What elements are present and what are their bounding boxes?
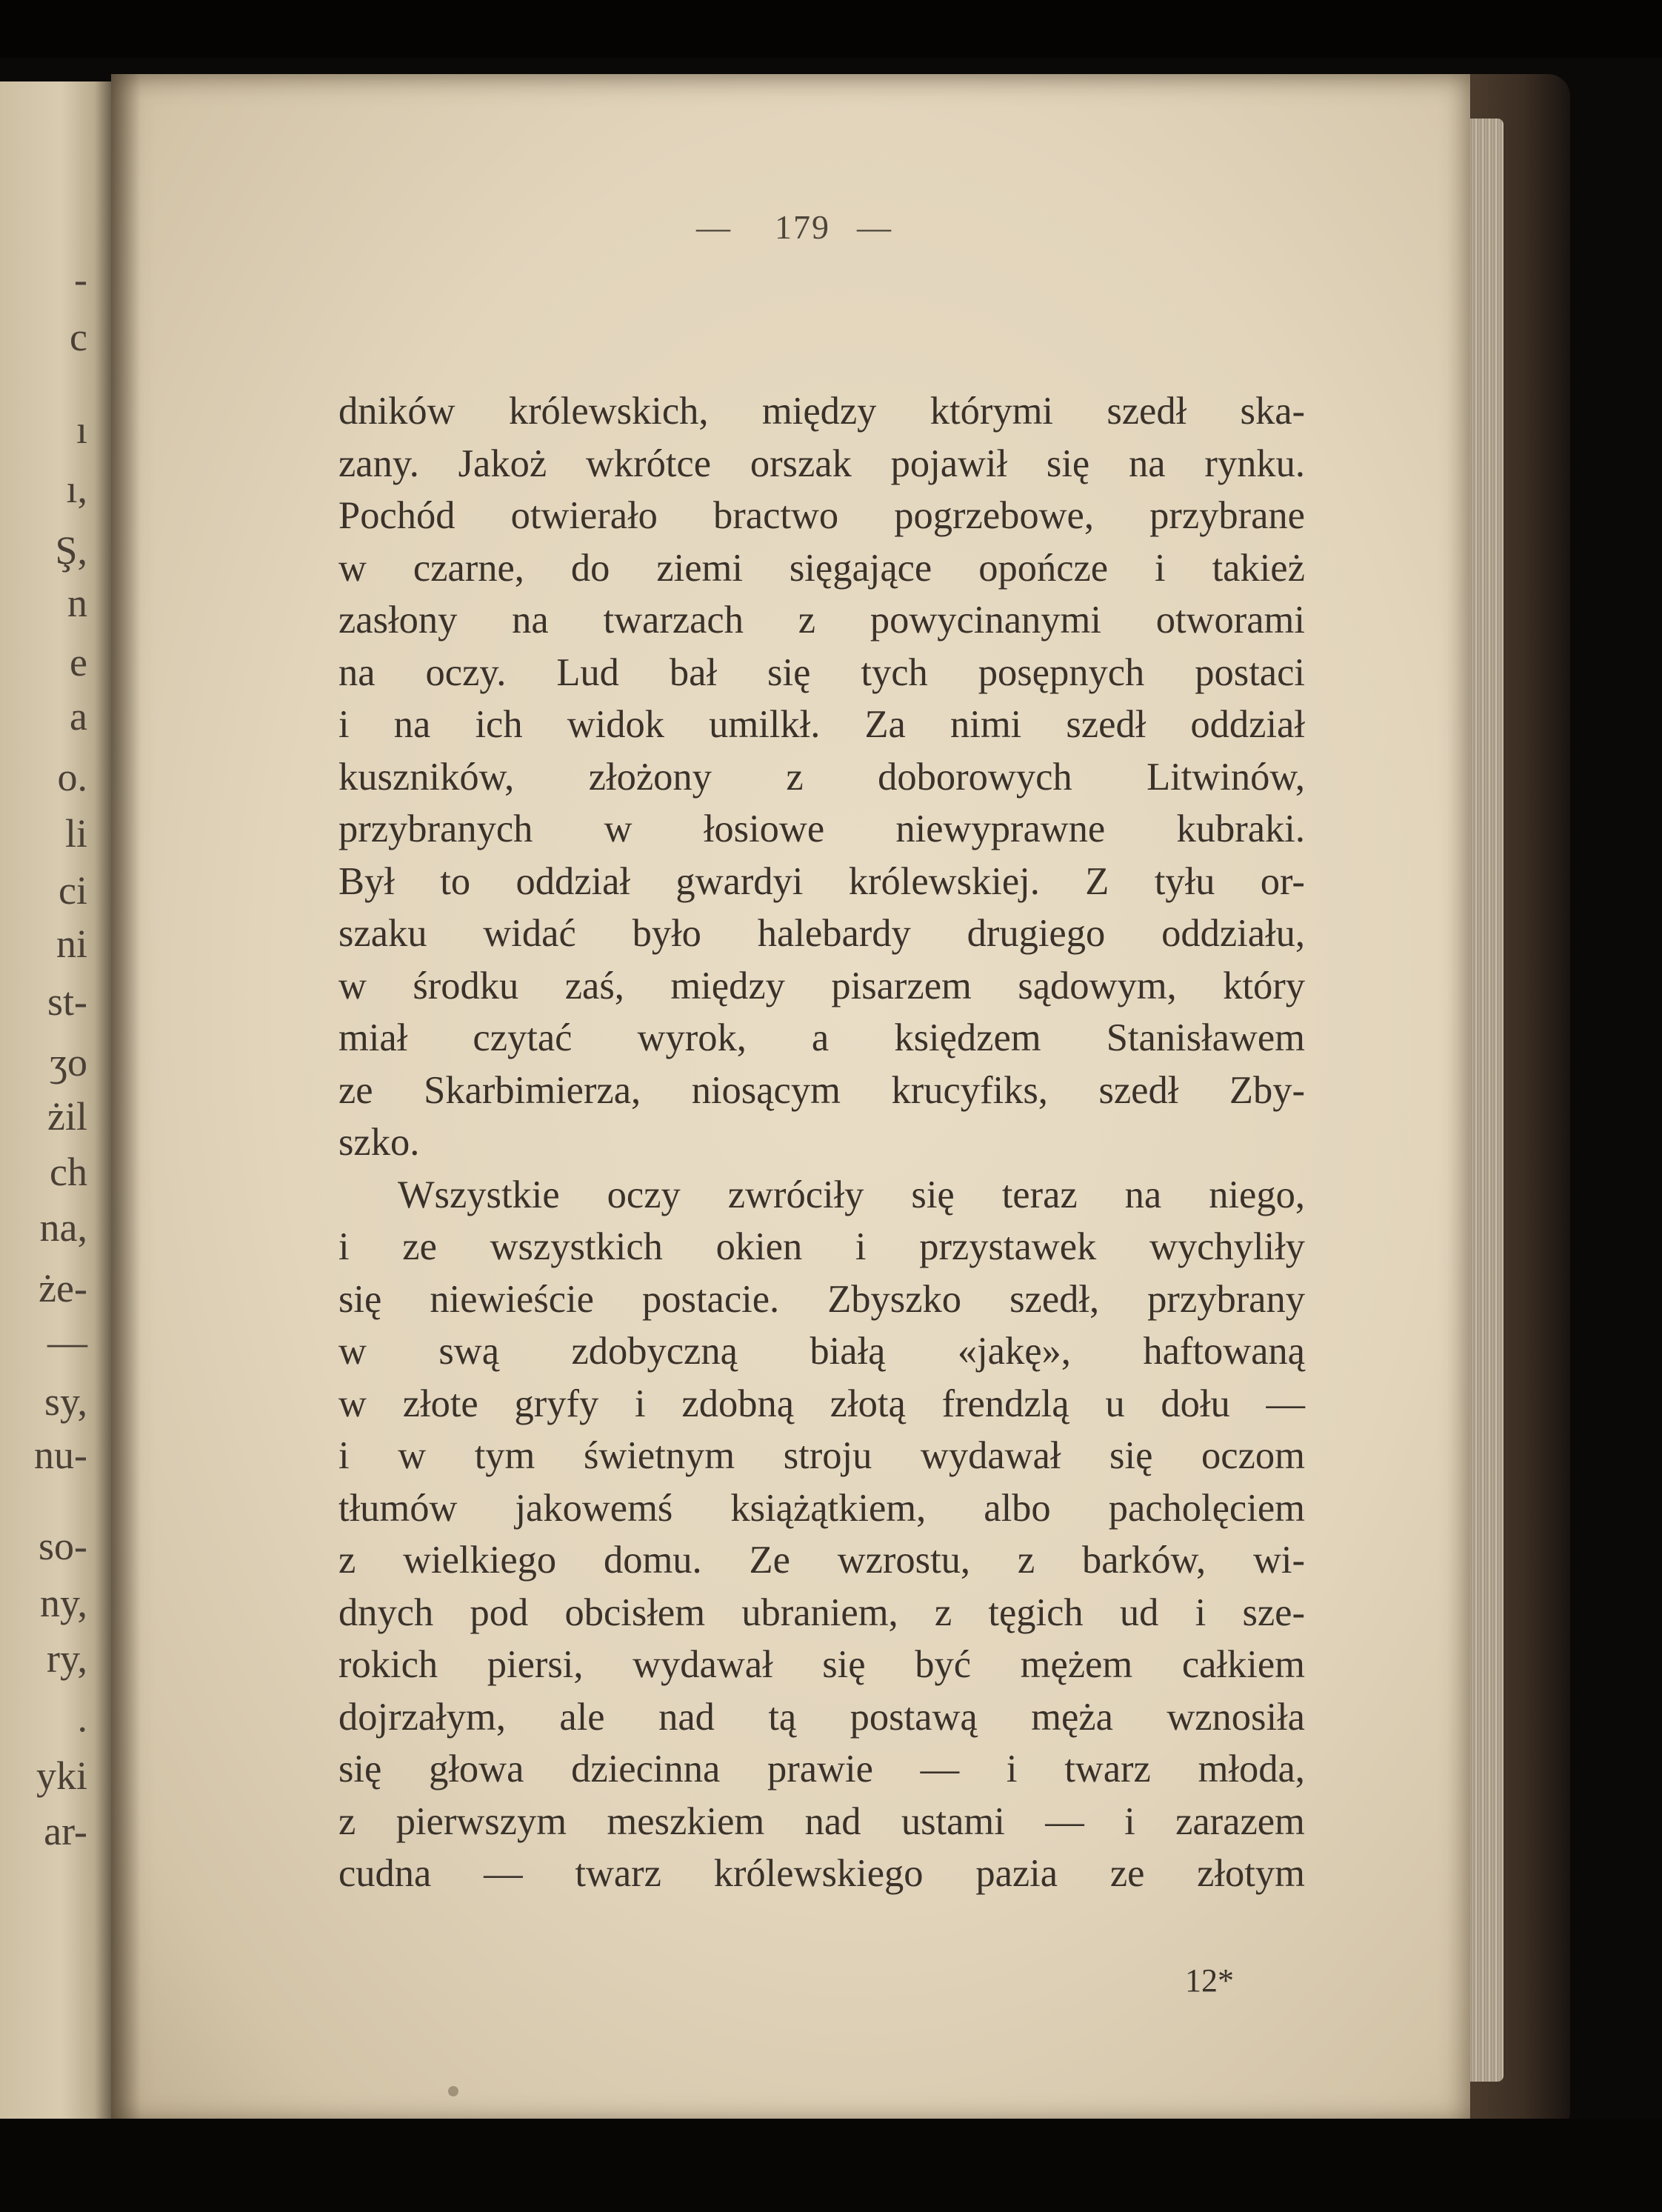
word: postaci (1195, 650, 1305, 694)
word: Z (1085, 859, 1109, 903)
word: w (338, 964, 367, 1007)
text-line (338, 1378, 1305, 1430)
word: «jakę», (957, 1330, 1071, 1373)
word: takież (1212, 546, 1305, 590)
word: przybrane (1149, 494, 1305, 537)
word: z (934, 1590, 952, 1634)
word: tęgich (988, 1590, 1084, 1634)
word: Skarbimierza, (424, 1068, 641, 1112)
word: gwardyi (675, 859, 804, 903)
word: i (338, 703, 350, 746)
text-line (338, 1430, 1305, 1482)
word: się (822, 1643, 866, 1686)
word: szedł (1098, 1068, 1179, 1112)
word: bractwo (713, 494, 839, 537)
word: zaś, (564, 964, 624, 1007)
left-page-fragment: ar- (44, 1809, 87, 1853)
word: młoda, (1198, 1748, 1305, 1790)
word: Pochód (338, 494, 455, 537)
word: królewskiej. (848, 859, 1040, 903)
word: dnych (338, 1590, 434, 1634)
word: Jakoż (458, 442, 547, 485)
word: i (635, 1382, 646, 1425)
left-page-fragment: Ş, (55, 528, 87, 573)
word: oddział (515, 859, 630, 903)
header-dash-right: — (857, 208, 892, 246)
word: ska- (1240, 390, 1305, 433)
word: w (338, 1382, 367, 1425)
word: cudna (338, 1852, 432, 1895)
signature-mark: 12* (1185, 1962, 1234, 1999)
word: tą (768, 1695, 797, 1739)
word: księdzem (894, 1016, 1041, 1059)
text-line (338, 1012, 1305, 1065)
word: pisarzem (831, 964, 972, 1007)
word: pod (470, 1590, 529, 1634)
word: i (338, 1225, 350, 1268)
word: Był (338, 859, 395, 903)
page-header (696, 207, 1015, 247)
word: oddziału, (1161, 912, 1305, 955)
page-number: 179 (775, 208, 830, 246)
left-page-fragment: n (67, 581, 87, 625)
word: tym (474, 1434, 535, 1477)
word: głowa (429, 1748, 524, 1790)
word: powycinanymi (870, 599, 1101, 642)
word: oddział (1190, 703, 1305, 746)
word: meszkiem (607, 1799, 765, 1843)
word: drugiego (967, 912, 1106, 955)
word: widok (567, 703, 664, 746)
word: kubraki. (1176, 807, 1305, 850)
word: z (1017, 1539, 1035, 1582)
top-background (0, 0, 1662, 58)
gutter-shadow (111, 74, 141, 2126)
word: czarne, (413, 546, 524, 590)
word: wychyliły (1149, 1225, 1305, 1268)
word: męża (1031, 1695, 1113, 1739)
word: do (570, 546, 610, 590)
word: z (338, 1539, 356, 1582)
word: mężem (1020, 1643, 1133, 1686)
text-line (338, 1743, 1305, 1796)
word: prawie (767, 1748, 873, 1790)
left-page-fragment: sy, (44, 1379, 87, 1424)
text-line (338, 1221, 1305, 1273)
text-line (338, 1482, 1305, 1535)
left-page-fragment: nu- (34, 1433, 87, 1477)
text-line (338, 1273, 1305, 1326)
word: łosiowe (703, 807, 825, 850)
word: między (761, 390, 877, 433)
word: w (398, 1434, 427, 1477)
word: się (911, 1173, 955, 1216)
text-line (338, 1587, 1305, 1639)
word: wydawał (920, 1434, 1061, 1477)
paper-speck (448, 2086, 458, 2096)
word: na (1129, 442, 1166, 485)
word: Za (864, 703, 906, 746)
left-page-fragment: ı (76, 407, 87, 452)
word: swą (438, 1330, 500, 1373)
word: Wszystkie (398, 1173, 560, 1216)
word: zany. (338, 442, 419, 485)
word: otwierało (510, 494, 658, 537)
word: haftowaną (1143, 1330, 1305, 1373)
word: świetnym (583, 1434, 735, 1477)
left-page-fragment: że- (39, 1266, 87, 1310)
word: Litwinów, (1147, 755, 1305, 799)
left-page-fragment: ry, (47, 1636, 87, 1681)
left-page-fragment: ci (59, 868, 87, 913)
body-text (338, 385, 1305, 1900)
word: albo (984, 1486, 1051, 1530)
word: w (604, 807, 633, 850)
word: z (338, 1799, 356, 1843)
text-line (338, 490, 1305, 542)
text-line (338, 1848, 1305, 1900)
text-line (338, 1169, 1305, 1222)
word: teraz (1001, 1173, 1078, 1216)
word: stroju (783, 1434, 872, 1477)
word: białą (810, 1330, 886, 1373)
left-page-fragment: e (70, 640, 87, 684)
word: się (767, 650, 811, 694)
word: pojawił (890, 442, 1008, 485)
word: być (915, 1643, 971, 1686)
left-page-fragment: st- (47, 979, 87, 1024)
text-line (338, 385, 1305, 438)
word: Ze (749, 1539, 790, 1582)
word: wydawał (633, 1643, 773, 1686)
word: wkrótce (585, 442, 712, 485)
word: domu. (603, 1539, 702, 1582)
left-page-fragment: - (74, 257, 87, 302)
word: tłumów (338, 1486, 458, 1530)
word: i (1195, 1590, 1207, 1634)
word: zwróciły (727, 1173, 864, 1216)
word: pacholęciem (1108, 1486, 1305, 1530)
word: całkiem (1181, 1643, 1305, 1686)
word: ziemi (656, 546, 743, 590)
word: z (786, 755, 804, 799)
word: ale (559, 1695, 605, 1739)
text-line (338, 647, 1305, 699)
word: wyrok, (637, 1016, 747, 1059)
word: okien (715, 1225, 803, 1268)
word: sięgające (789, 546, 932, 590)
word: oczy (607, 1173, 681, 1216)
word: Zby- (1229, 1068, 1305, 1112)
word: którymi (930, 390, 1053, 433)
left-page-fragment: ı, (66, 467, 87, 511)
word: zdobną (681, 1382, 794, 1425)
word: się (338, 1748, 382, 1790)
word: przybrany (1147, 1277, 1305, 1321)
text-line (338, 960, 1305, 1013)
word: Stanisławem (1106, 1016, 1305, 1059)
left-page-fragment: so- (39, 1524, 87, 1568)
book-page (111, 74, 1470, 2126)
left-page-fragment: c (70, 315, 87, 359)
word: postawą (850, 1695, 978, 1739)
left-page-fragment: a (70, 694, 87, 739)
word: zdobyczną (571, 1330, 738, 1373)
word: szedł (1066, 703, 1147, 746)
word: doborowych (878, 755, 1072, 799)
word: i (338, 1434, 350, 1477)
word: ich (475, 703, 523, 746)
word: dziecinna (571, 1748, 721, 1790)
word: dołu (1161, 1382, 1230, 1425)
word: sądowym, (1018, 964, 1177, 1007)
word: ze (402, 1225, 437, 1268)
word: się (338, 1277, 382, 1321)
word: barków, (1081, 1539, 1207, 1582)
word: — (484, 1852, 523, 1895)
text-line (338, 1116, 1305, 1169)
left-page-fragment: ny, (40, 1581, 87, 1625)
text-line (338, 542, 1305, 595)
word: opończe (978, 546, 1109, 590)
word: wi- (1252, 1539, 1305, 1582)
word: ze (1109, 1852, 1145, 1895)
word: królewskich, (508, 390, 709, 433)
left-page-fragment: yki (36, 1753, 87, 1798)
word: w (338, 546, 367, 590)
text-line (338, 1691, 1305, 1744)
word: dników (338, 390, 455, 433)
word: nimi (950, 703, 1022, 746)
word: niego, (1209, 1173, 1305, 1216)
word: twarz (1064, 1748, 1151, 1790)
word: oczom (1201, 1434, 1305, 1477)
word: ubraniem, (741, 1590, 898, 1634)
word: przybranych (338, 807, 533, 850)
word: pogrzebowe, (894, 494, 1094, 537)
word: z (798, 599, 816, 642)
word: oczy. (425, 650, 507, 694)
word: frendzlą (941, 1382, 1069, 1425)
word: i (1155, 546, 1166, 590)
left-page-fragment: ʒo (50, 1040, 87, 1085)
word: pazia (975, 1852, 1058, 1895)
word: i (855, 1225, 867, 1268)
left-page-fragment: ni (56, 922, 87, 966)
left-page-fragment: o. (57, 755, 87, 799)
word: u (1105, 1382, 1125, 1425)
left-page-fragment: na, (39, 1205, 87, 1250)
word: — (1266, 1382, 1305, 1425)
bottom-background (0, 2119, 1662, 2212)
left-page-fragment: ch (50, 1150, 87, 1194)
word: przystawek (919, 1225, 1097, 1268)
text-line (338, 751, 1305, 804)
word: królewskiego (713, 1852, 924, 1895)
word: wielkiego (403, 1539, 557, 1582)
left-page-fragment: — (47, 1320, 87, 1365)
word: gryfy (514, 1382, 599, 1425)
word: było (632, 912, 701, 955)
word: — (920, 1748, 960, 1790)
text-line (338, 699, 1305, 751)
word: czytać (473, 1016, 573, 1059)
word: wszystkich (490, 1225, 663, 1268)
word: między (670, 964, 785, 1007)
word: twarzach (603, 599, 744, 642)
word: a (811, 1016, 830, 1059)
word: — (1045, 1799, 1084, 1843)
word: szaku (338, 912, 427, 955)
word: i (1124, 1799, 1135, 1843)
word: umilkł. (709, 703, 821, 746)
word: i (1006, 1748, 1018, 1790)
header-dash-left: — (696, 208, 732, 246)
word: złotą (830, 1382, 906, 1425)
word: na (393, 703, 431, 746)
word: kuszników, (338, 755, 515, 799)
word: książątkiem, (730, 1486, 927, 1530)
word: or- (1260, 859, 1305, 903)
text-line (338, 1796, 1305, 1848)
word: ud (1119, 1590, 1159, 1634)
left-page-fragment: li (64, 811, 87, 856)
word: Lud (556, 650, 619, 694)
word: który (1223, 964, 1305, 1007)
word: niosącym (691, 1068, 841, 1112)
word: twarz (575, 1852, 661, 1895)
word: ze (338, 1068, 373, 1112)
word: krucyfiks, (891, 1068, 1048, 1112)
text-line (338, 907, 1305, 960)
word: postacie. (642, 1277, 780, 1321)
word: otworami (1155, 599, 1305, 642)
word: nad (804, 1799, 861, 1843)
word: rynku. (1204, 442, 1305, 485)
word: w (338, 1330, 367, 1373)
text-line (338, 1325, 1305, 1378)
word: dojrzałym, (338, 1695, 506, 1739)
word: rokich (338, 1643, 438, 1686)
left-page-edge (0, 81, 111, 2126)
word: miał (338, 1016, 408, 1059)
word: to (440, 859, 471, 903)
word: szedł, (1009, 1277, 1100, 1321)
left-page-fragment: żil (47, 1094, 87, 1139)
text-line (338, 1534, 1305, 1587)
left-page-fragment: . (77, 1696, 87, 1740)
word: widać (483, 912, 576, 955)
word: pierwszym (396, 1799, 567, 1843)
word: obcisłem (564, 1590, 706, 1634)
word: się (1046, 442, 1090, 485)
word: jakowemś (515, 1486, 673, 1530)
word: na (1124, 1173, 1162, 1216)
word: nad (658, 1695, 715, 1739)
word: środku (413, 964, 519, 1007)
text-line (338, 803, 1305, 856)
text-line (338, 1065, 1305, 1117)
word: tych (861, 650, 928, 694)
word: piersi, (487, 1643, 584, 1686)
word: wznosiła (1167, 1695, 1305, 1739)
word: Zbyszko (827, 1277, 962, 1321)
word: złote (402, 1382, 478, 1425)
word: niewyprawne (895, 807, 1106, 850)
word: wzrostu, (837, 1539, 971, 1582)
word: złożony (588, 755, 712, 799)
text-line (338, 1639, 1305, 1691)
word: szko. (338, 1121, 420, 1164)
word: sze- (1242, 1590, 1305, 1634)
word: ustami (901, 1799, 1005, 1843)
word: szedł (1107, 390, 1187, 433)
word: zasłony (338, 599, 458, 642)
text-line (338, 438, 1305, 490)
word: zarazem (1175, 1799, 1305, 1843)
text-line (338, 594, 1305, 647)
word: niewieście (430, 1277, 594, 1321)
word: orszak (750, 442, 852, 485)
word: tyłu (1154, 859, 1215, 903)
word: na (338, 650, 376, 694)
word: na (512, 599, 549, 642)
word: bał (669, 650, 718, 694)
word: halebardy (757, 912, 911, 955)
word: się (1109, 1434, 1153, 1477)
text-line (338, 856, 1305, 908)
word: złotym (1197, 1852, 1305, 1895)
word: posępnych (978, 650, 1145, 694)
